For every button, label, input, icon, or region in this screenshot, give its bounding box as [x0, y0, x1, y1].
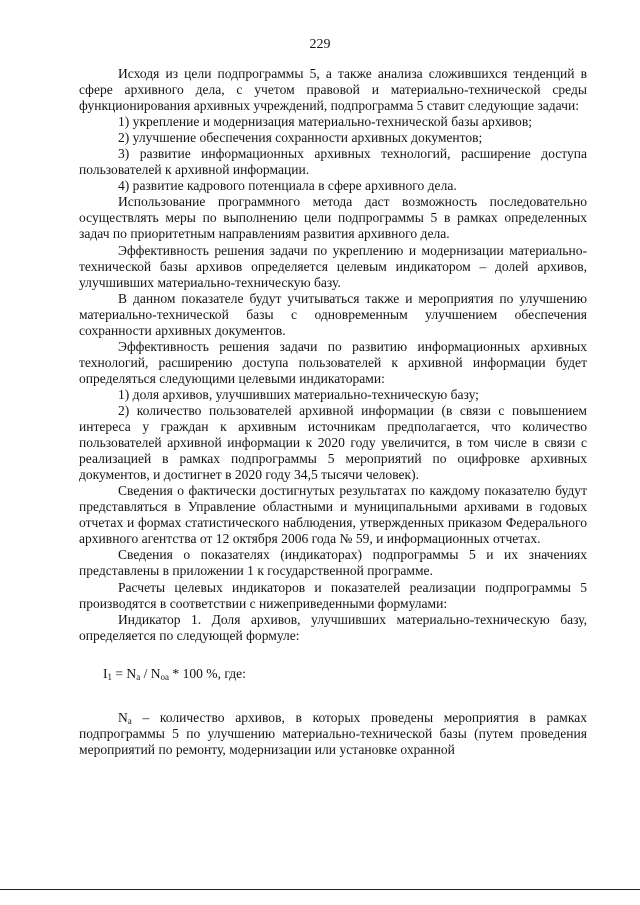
formula-tail: * 100 %, где:: [169, 665, 246, 681]
paragraph-intro: Исходя из цели подпрограммы 5, а также анализа сложившихся тенденций в сфере архивного дела, с учетом правовой и материально-технической среды функционирования архивных учреждений, подпрограмма 5 ставит следующие задачи:: [79, 66, 587, 114]
paragraph-indicator-note: В данном показателе будут учитываться также и мероприятия по улучшению материально-технической базы с одновременным улучшением обеспечения сохранности архивных документов.: [79, 290, 587, 338]
task-item-4: 4) развитие кадрового потенциала в сфере архивного дела.: [118, 178, 457, 194]
formula-lhs-sub: 1: [107, 671, 113, 682]
definition-symbol: N: [118, 709, 128, 725]
page-bottom-rule: [0, 889, 640, 890]
page-number: 229: [309, 37, 331, 52]
formula-eq: = N: [112, 665, 137, 681]
definition-na: [79, 710, 587, 758]
paragraph-efficiency-mtb: Эффективность решения задачи по укреплению и модернизации материально-технической базы архивов определяется целевым индикатором – долей архивов, улучшивших материально-техническую базу.: [79, 242, 587, 290]
task-item-3: 3) развитие информационных архивных технологий, расширение доступа пользователей к архивной информации.: [79, 146, 587, 178]
formula-lhs: I: [103, 665, 108, 681]
indicator-item-2: 2) количество пользователей архивной информации (в связи с повышением интереса у граждан к архивным источникам предполагается, что количество пользователей архивной информации к 2020 году увеличится, в том числе в связи с реализацией в рамках подпрограммы 5 мероприятий по оцифровке архивных документов, и достигнет в 2020 году 34,5 тысячи человек).: [79, 402, 587, 483]
paragraph-indicator-1: Индикатор 1. Доля архивов, улучшивших материально-техническую базу, определяется по следующей формуле:: [79, 611, 587, 643]
formula-n1-sub: a: [136, 671, 141, 682]
definition-symbol-sub: a: [127, 715, 132, 726]
document-body: [79, 66, 587, 758]
paragraph-reporting: Сведения о фактически достигнутых результатах по каждому показателю будут представляться в Управление областными и муниципальными архивами в годовых отчетах и формах статистического наблюдения, утвержденных приказом Федерального архивного агентства от 12 октября 2006 года № 59, и информационных отчетах.: [79, 483, 587, 547]
formula: [79, 666, 587, 682]
task-item-1: 1) укрепление и модернизация материально-технической базы архивов;: [118, 114, 532, 130]
paragraph-appendix: Сведения о показателях (индикаторах) подпрограммы 5 и их значениях представлены в приложении 1 к государственной программе.: [79, 547, 587, 579]
definition-text: – количество архивов, в которых проведены мероприятия в рамках подпрограммы 5 по улучшению материально-технической базы (путем проведения мероприятий по ремонту, модернизации или установке охранной: [79, 709, 587, 757]
paragraph-program-method: Использование программного метода даст возможность последовательно осуществлять меры по выполнению цели подпрограммы 5 в рамках определенных задач по приоритетным направлениям развития архивного дела.: [79, 194, 587, 242]
paragraph-calculations: Расчеты целевых индикаторов и показателей реализации подпрограммы 5 производятся в соответствии с нижеприведенными формулами:: [79, 579, 587, 611]
formula-slash: / N: [140, 665, 161, 681]
formula-n2-sub: oa: [160, 671, 170, 682]
paragraph-efficiency-it: Эффективность решения задачи по развитию информационных архивных технологий, расширению доступа пользователей к архивной информации будет определяться следующими целевыми индикаторами:: [79, 338, 587, 386]
task-item-2: 2) улучшение обеспечения сохранности архивных документов;: [118, 130, 483, 146]
indicator-item-1: 1) доля архивов, улучшивших материально-техническую базу;: [118, 386, 479, 402]
